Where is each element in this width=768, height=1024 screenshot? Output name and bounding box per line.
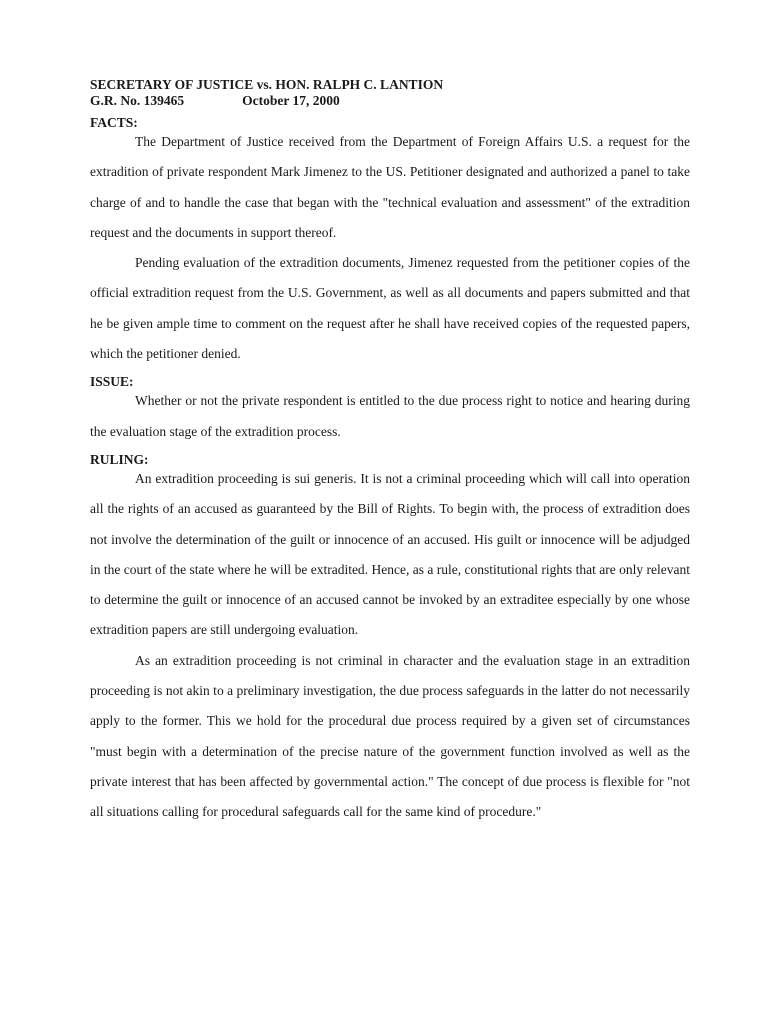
facts-paragraph-2: Pending evaluation of the extradition documents, Jimenez requested from the petitioner copies of the official extradition request from the U.S. Government, as well as all documents and papers submitted and that he be given ample time to comment on the request after he shall have received copies of the requested papers, which the petitioner denied.	[90, 255, 690, 362]
document-page	[90, 77, 690, 828]
issue-heading: ISSUE:	[90, 374, 134, 390]
facts-paragraph-1: The Department of Justice received from the Department of Foreign Affairs U.S. a request for the extradition of private respondent Mark Jimenez to the US. Petitioner designated and authorized a panel to take charge of and to handle the case that began with the "technical evaluation and assessment" of the extradition request and the documents in support thereof.	[90, 134, 690, 240]
issue-body	[90, 386, 690, 447]
ruling-body	[90, 464, 690, 828]
ruling-paragraph-2: As an extradition proceeding is not criminal in character and the evaluation stage in an extradition proceeding is not akin to a preliminary investigation, the due process safeguards in the latter do not necessarily apply to the former. This we hold for the procedural due process required by a given set of circumstances "must begin with a determination of the precise nature of the government function involved as well as the private interest that has been affected by governmental action." The concept of due process is flexible for "not all situations calling for procedural safeguards call for the same kind of procedure."	[90, 652, 690, 820]
ruling-paragraph-1: An extradition proceeding is sui generis. It is not a criminal proceeding which will call into operation all the rights of an accused as guaranteed by the Bill of Rights. To begin with, the process of extradition does not involve the determination of the guilt or innocence of an accused. His guilt or innocence will be adjudged in the court of the state where he will be extradited. Hence, as a rule, constitutional rights that are only relevant to determine the guilt or innocence of an accused cannot be invoked by an extraditee especially by one whose extradition papers are still undergoing evaluation.	[90, 470, 690, 638]
facts-body	[90, 127, 690, 369]
ruling-heading: RULING:	[90, 451, 149, 467]
case-title: SECRETARY OF JUSTICE vs. HON. RALPH C. LANTION	[90, 77, 444, 92]
case-reference-line	[90, 93, 690, 109]
issue-paragraph-1: Whether or not the private respondent is entitled to the due process right to notice and hearing during the evaluation stage of the extradition process.	[90, 393, 690, 439]
decision-date: October 17, 2000	[242, 93, 340, 108]
facts-heading: FACTS:	[90, 115, 138, 130]
gr-number: G.R. No. 139465	[90, 93, 185, 108]
